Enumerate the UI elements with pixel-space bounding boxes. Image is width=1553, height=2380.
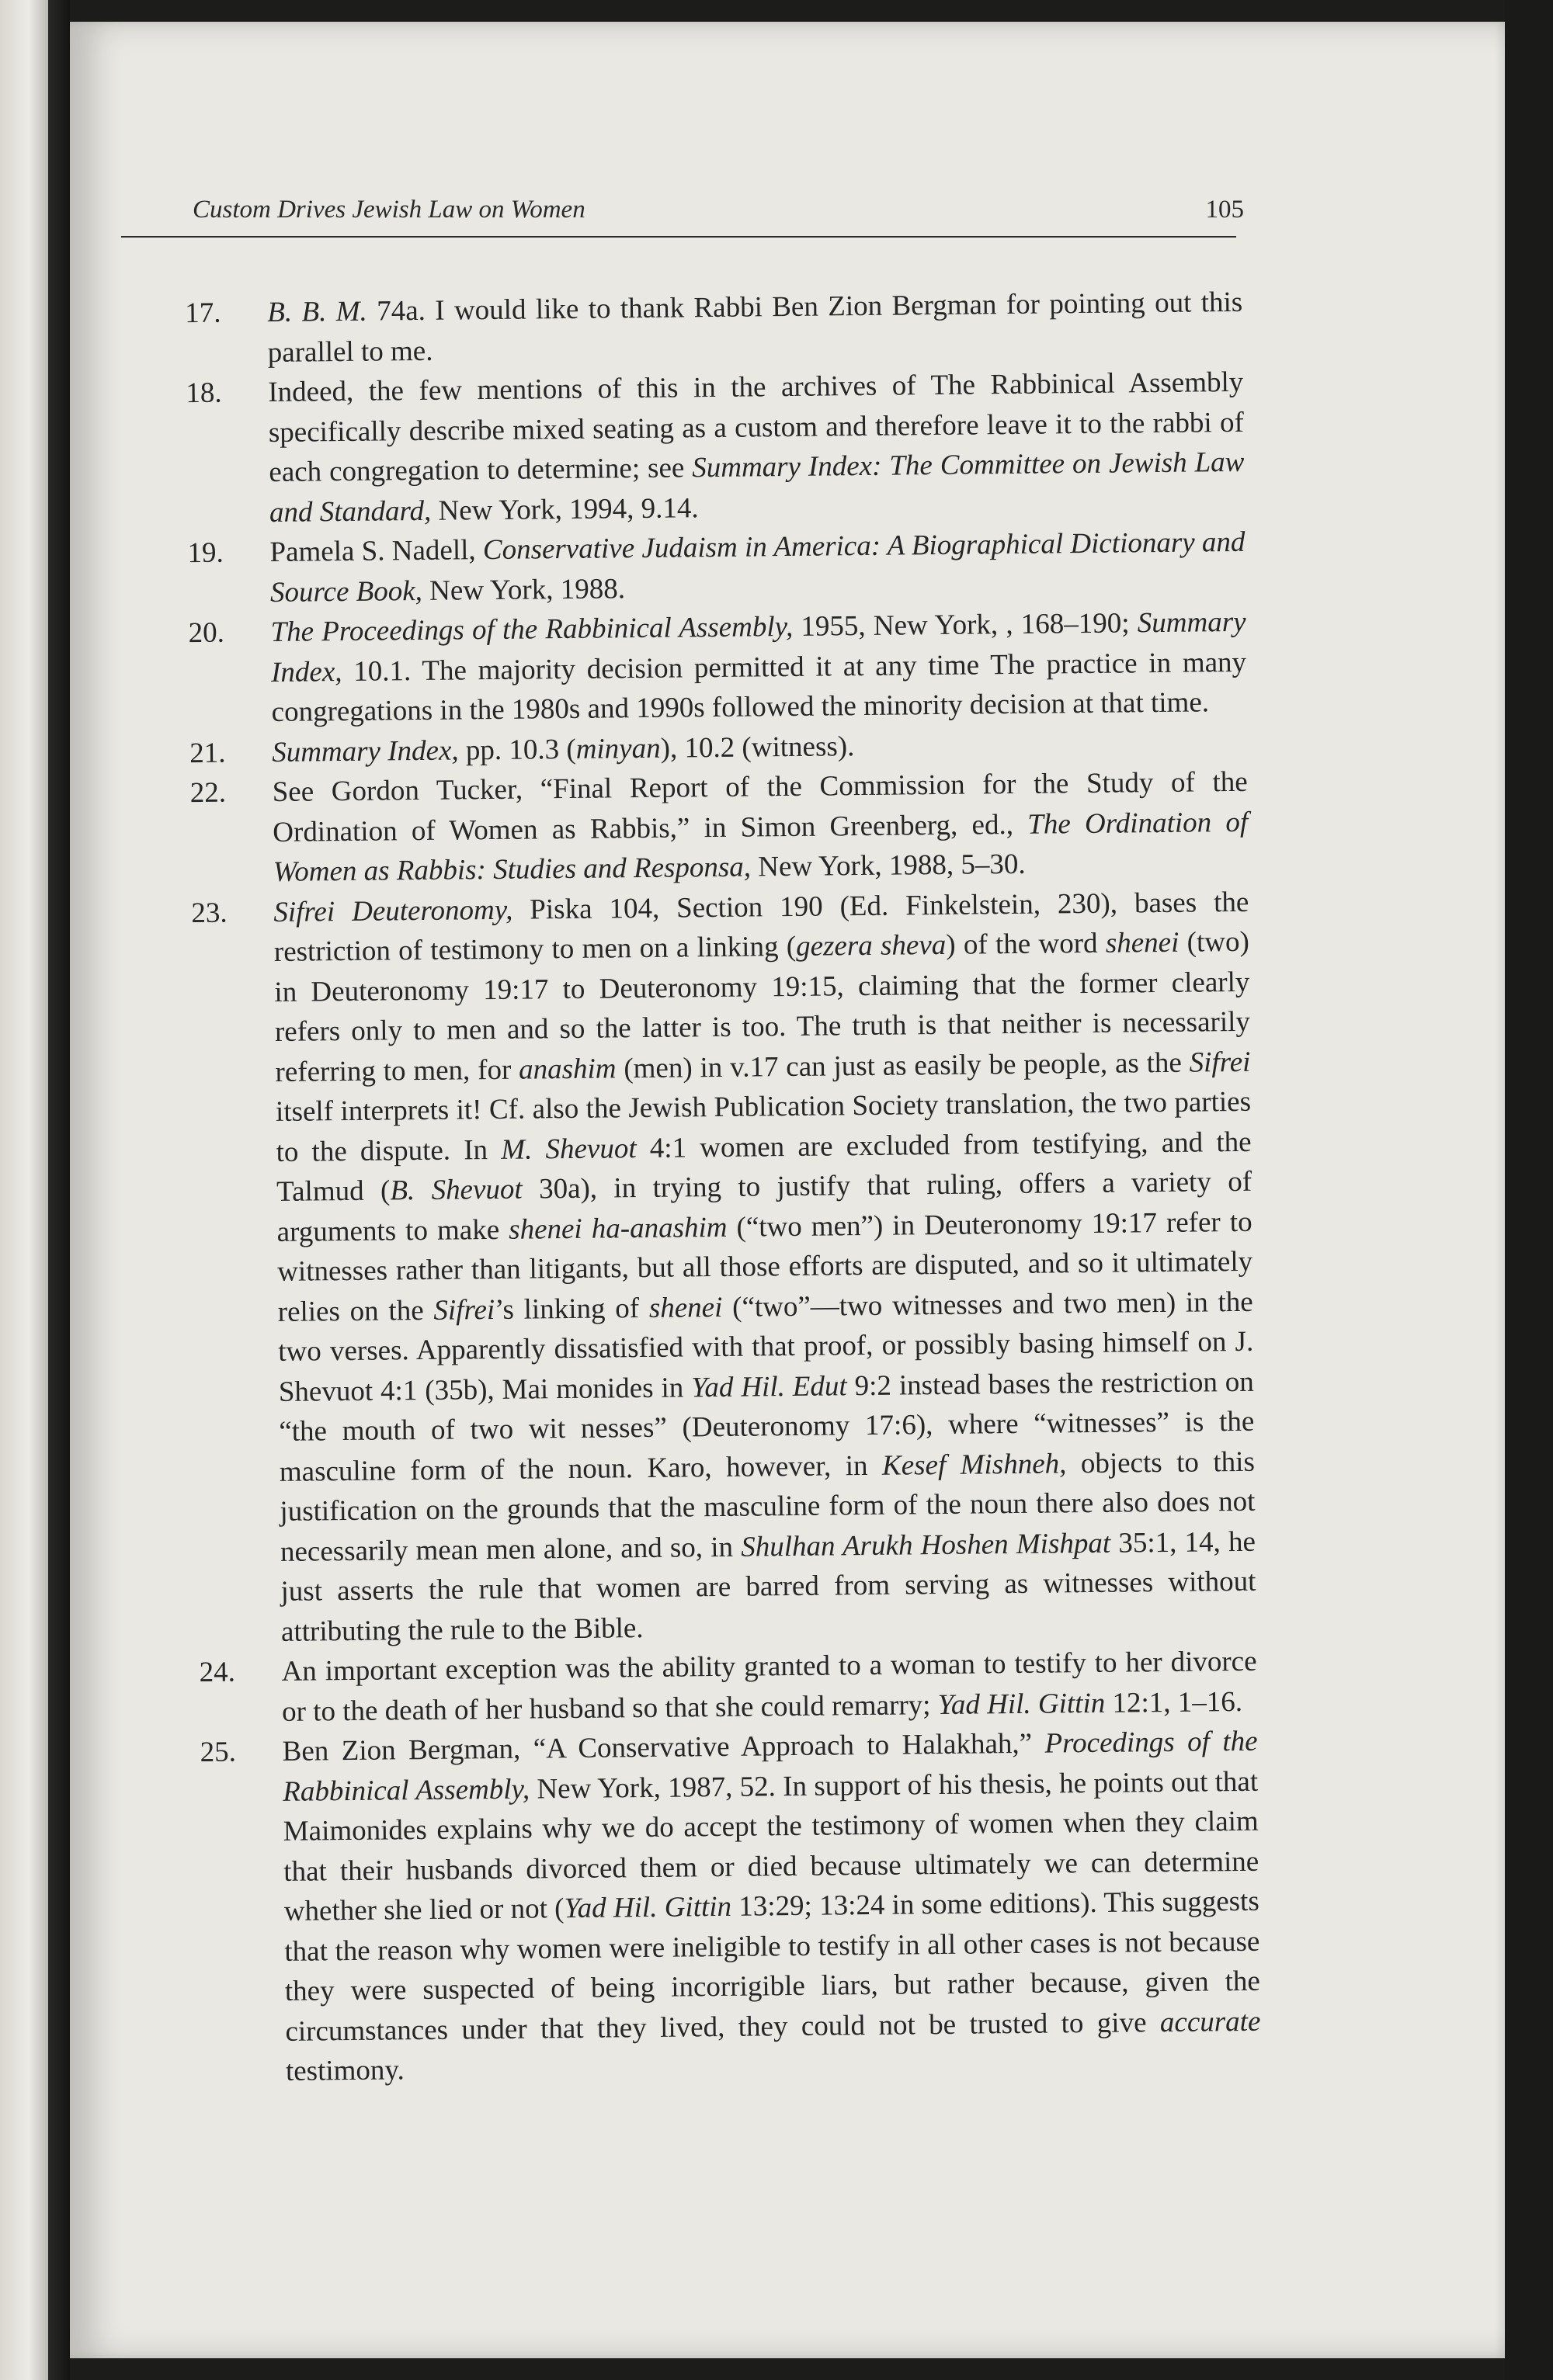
- endnote-number: 22.: [189, 776, 227, 810]
- text-run: objects to this justification on the grounds that the masculine form of the noun there also does not necessarily mean men alone, and so, in: [280, 1445, 1256, 1568]
- endnote: [185, 283, 1243, 373]
- text-run: 74a. I would like to thank Rabbi Ben Zion Bergman for pointing out this parallel to me.: [267, 286, 1243, 369]
- italic-citation: Kesef Mishneh,: [881, 1447, 1067, 1482]
- text-run: (“two men”) in Deuteronomy 19:17 refer to witnesses rather than litigants, but all those efforts are disputed, and so it ultimately relies on the: [276, 1206, 1253, 1328]
- italic-citation: Conservative Judaism in America: A Biographical Dictionary and Source Book,: [269, 526, 1246, 609]
- endnote-number: 18.: [186, 376, 222, 410]
- text-run: Piska 104, Section 190 (Ed. Finkelstein, 230), bases the restriction of testimony to men on a linking (: [273, 886, 1249, 968]
- endnote-text: [272, 762, 1249, 893]
- italic-citation: Procedings of the Rabbinical Assembly,: [283, 1725, 1258, 1808]
- text-run: ) of the word: [946, 927, 1107, 961]
- text-run: ), 10.2 (witness).: [660, 730, 855, 765]
- endnote-text: [269, 522, 1246, 612]
- italic-citation: Summary Index,: [271, 734, 459, 768]
- text-run: testimony.: [285, 2054, 405, 2087]
- endnotes-list: [185, 283, 1261, 2093]
- italic-citation: Shulhan Arukh Hoshen Mishpat: [741, 1527, 1111, 1563]
- italic-citation: Summary Index,: [270, 605, 1246, 689]
- endnote-number: 20.: [188, 616, 225, 650]
- text-run: pp. 10.3 (: [458, 733, 576, 766]
- running-header: [121, 196, 1244, 238]
- facing-page-edge: [0, 0, 48, 2380]
- endnote-number: 21.: [189, 737, 226, 769]
- endnote-number: 17.: [185, 297, 221, 330]
- italic-citation: accurate: [1159, 2005, 1261, 2038]
- text-run: (men) in v.17 can just as easily be people, as the: [616, 1046, 1190, 1084]
- italic-citation: Sifrei: [433, 1293, 495, 1327]
- endnote-text: [282, 1722, 1261, 2092]
- text-run: 13:29; 13:24 in some editions). This suggests that the reason why women were ineligible to testify in all other cases is not because they were suspected of being incorrigible liars, but rather because, given the circumstances under that they lived, they could not be trusted to give: [284, 1885, 1261, 2048]
- italic-citation: M. Shevuot: [501, 1132, 637, 1166]
- endnote: [200, 1722, 1261, 2093]
- text-run: New York, 1994, 9.14.: [431, 491, 699, 527]
- text-run: itself interprets it! Cf. also the Jewish Publication Society translation, the two parties to the dispute. In: [275, 1085, 1252, 1168]
- text-run: 12:1, 1–16.: [1105, 1685, 1243, 1719]
- italic-citation: Yad Hil. Edut: [690, 1369, 847, 1403]
- italic-citation: anashim: [518, 1052, 617, 1086]
- endnote-number: 25.: [200, 1736, 237, 1769]
- book-gutter: [48, 0, 70, 2380]
- endnote-text: [267, 283, 1243, 373]
- text-run: 9:2 instead bases the restriction on “the mouth of two wit nesses” (Deuteronomy 17:6), where “witnesses” is the masculine form of the noun. Karo, however, in: [279, 1365, 1255, 1488]
- endnote: [186, 363, 1245, 533]
- text-run: 35:1, 14, he just asserts the rule that women are barred from serving as witnesses without attributing the rule to the Bible.: [280, 1525, 1256, 1648]
- endnote-number: 19.: [187, 536, 224, 570]
- italic-citation: Sifrei: [1189, 1046, 1251, 1079]
- endnote-text: [268, 363, 1245, 533]
- italic-citation: The Ordination of Women as Rabbis: Studies and Responsa,: [273, 806, 1249, 888]
- italic-citation: shenei: [648, 1291, 723, 1324]
- italic-citation: Yad Hil. Gittin: [937, 1687, 1106, 1721]
- text-run: New York, 1988, 5–30.: [750, 848, 1026, 883]
- endnote: [188, 602, 1247, 734]
- text-run: New York, 1987, 52. In support of his thesis, he points out that Maimonides explains why we do accept the testimony of women when they claim that their husbands divorced them or died because ultimately we can determine whether she lied or not (: [283, 1765, 1259, 1927]
- italic-citation: The Proceedings of the Rabbinical Assembly,: [270, 610, 794, 648]
- background-edge: [1505, 0, 1553, 2380]
- italic-citation: Sifrei Deuteronomy,: [273, 893, 513, 928]
- text-run: (“two”—two witnesses and two men) in the two verses. Apparently dissatisfied with that proof, or possibly basing himself on J. Shevuot 4:1 (35b), Mai monides in: [278, 1285, 1254, 1408]
- text-run: 4:1 women are excluded from testifying, and the Talmud (: [276, 1126, 1252, 1208]
- text-run: New York, 1988.: [422, 572, 626, 607]
- endnote-text: [270, 602, 1247, 733]
- endnote-text: [273, 882, 1256, 1652]
- endnote-number: 24.: [199, 1656, 236, 1689]
- text-run: Indeed, the few mentions of this in the archives of The Rabbinical Assembly specifically describe mixed seating as a custom and therefore leave it to the rabbi of each congregation to determine; see: [268, 366, 1245, 488]
- endnote: [191, 882, 1256, 1653]
- italic-citation: shenei ha-anashim: [508, 1211, 728, 1246]
- text-run: 10.1. The majority decision permitted it at any time The practice in many congregations in the 1980s and 1990s followed the minority decision at that time.: [271, 646, 1247, 728]
- italic-citation: minyan: [575, 732, 661, 765]
- endnote: [189, 762, 1249, 893]
- text-run: Ben Zion Bergman, “A Conservative Approach to Halakhah,”: [282, 1727, 1045, 1768]
- text-run: 30a), in trying to justify that ruling, offers a variety of arguments to make: [276, 1165, 1252, 1248]
- running-title: Custom Drives Jewish Law on Women: [193, 196, 585, 224]
- text-run: See Gordon Tucker, “Final Report of the Commission for the Study of the Ordination of Women as Rabbis,” in Simon Greenberg, ed.,: [272, 765, 1248, 848]
- text-run: ’s linking of: [494, 1292, 650, 1326]
- italic-citation: Yad Hil. Gittin: [564, 1890, 732, 1925]
- italic-citation: B. Shevuot: [390, 1173, 523, 1207]
- endnote-text: [281, 1642, 1257, 1732]
- italic-citation: B. B. M.: [267, 295, 368, 328]
- italic-citation: Summary Index: The Committee on Jewish Law and Standard,: [269, 446, 1245, 529]
- text-run: 1955, New York, , 168–190;: [793, 607, 1138, 643]
- italic-citation: shenei: [1105, 926, 1180, 959]
- endnote: [187, 522, 1246, 613]
- text-run: Pamela S. Nadell,: [269, 534, 484, 568]
- endnote: [199, 1642, 1257, 1733]
- endnote-number: 23.: [191, 897, 228, 929]
- text-run: An important exception was the ability granted to a woman to testify to her divorce or to the death of her husband so that she could remarry;: [281, 1645, 1257, 1728]
- page-number: 105: [1205, 196, 1244, 224]
- italic-citation: gezera sheva: [795, 928, 947, 963]
- text-run: (two) in Deuteronomy 19:17 to Deuteronomy 19:15, claiming that the former clearly refers only to men and so the latter is too. The truth is that neither is necessarily referring to men, for: [274, 925, 1251, 1088]
